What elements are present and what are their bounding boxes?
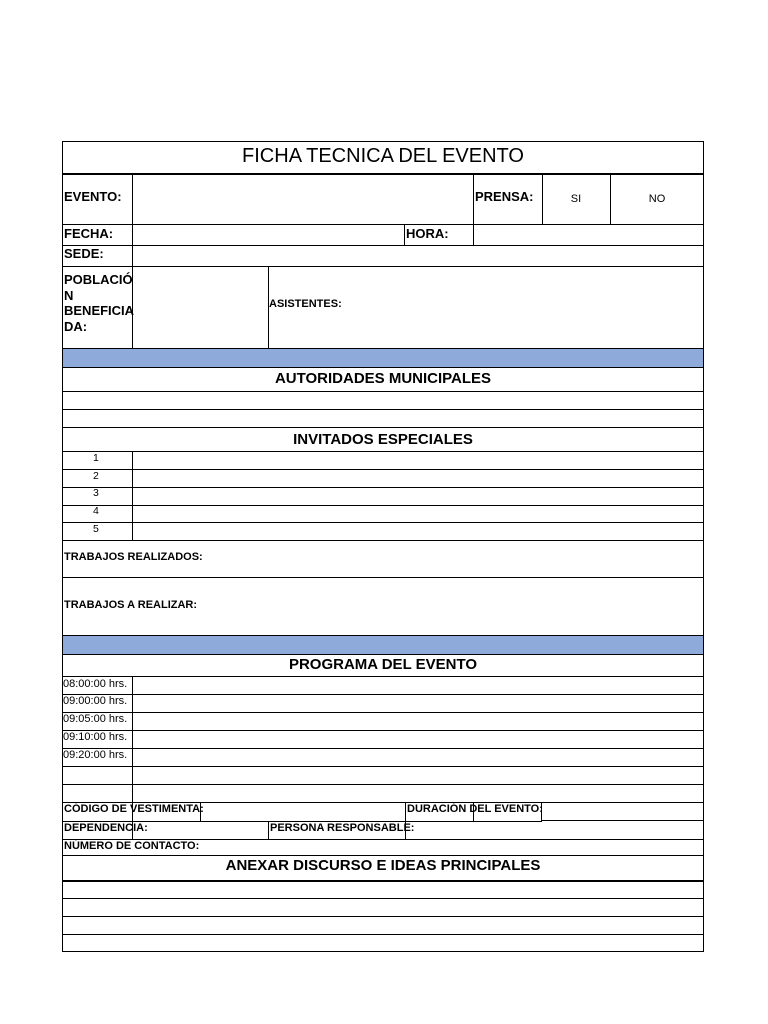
invitado-field[interactable] [132,452,704,469]
asistentes-field[interactable] [342,267,704,348]
autoridades-row[interactable] [63,392,703,409]
duracion-evento-label: DURACIÓN DEL EVENTO: [407,803,543,815]
invitado-field[interactable] [132,470,704,487]
invitado-number: 2 [93,470,99,482]
evento-field[interactable] [132,174,474,224]
duracion-evento-field[interactable] [541,802,704,821]
programa-time: 09:05:00 hrs. [63,713,128,725]
invitado-number: 1 [93,452,99,464]
programa-activity-field[interactable] [132,731,704,748]
trabajos-realizados-label: TRABAJOS REALIZADOS: [64,551,203,563]
section-band [63,349,703,367]
trabajos-a-realizar-label: TRABAJOS A REALIZAR: [64,599,198,611]
section-band [63,636,703,654]
codigo-vestimenta-field[interactable] [200,802,406,821]
invitado-field[interactable] [132,506,704,523]
sede-field[interactable] [132,246,704,266]
divider [62,577,704,578]
programa-activity-field[interactable] [132,785,704,802]
numero-contacto-label: NÚMERO DE CONTACTO: [64,840,200,852]
programa-activity-field[interactable] [132,767,704,784]
programa-time: 09:00:00 hrs. [63,695,128,707]
programa-activity-field[interactable] [132,695,704,712]
event-technical-form [62,141,704,952]
poblacion-label-line: BENEFICIA [64,303,135,318]
programa-activity-field[interactable] [132,749,704,766]
hora-field[interactable] [473,225,704,245]
programa-time-field[interactable] [63,767,132,784]
divider [132,802,133,821]
poblacion-field[interactable] [132,267,269,348]
invitados-heading: INVITADOS ESPECIALES [293,431,473,448]
form-title: FICHA TECNICA DEL EVENTO [242,145,524,167]
codigo-vestimenta-label: CÓDIGO DE VESTIMENTA: [64,803,204,815]
dependencia-label: DEPENDENCIA: [64,822,148,834]
divider [62,540,704,541]
fecha-label: FECHA: [64,226,114,241]
fecha-field[interactable] [132,225,405,245]
invitado-field[interactable] [132,523,704,540]
anexar-row[interactable] [63,935,703,951]
anexar-row[interactable] [63,899,703,916]
programa-activity-field[interactable] [132,677,704,694]
prensa-no-option[interactable]: NO [648,193,666,205]
anexar-row[interactable] [63,882,703,898]
invitado-number: 3 [93,487,99,499]
autoridades-row[interactable] [63,410,703,427]
persona-responsable-field[interactable] [405,821,704,839]
programa-time-field[interactable] [63,785,132,802]
numero-contacto-field[interactable] [202,840,704,855]
prensa-si-option[interactable]: SI [570,193,582,205]
programa-time: 09:10:00 hrs. [63,731,128,743]
asistentes-label: ASISTENTES: [269,298,342,310]
poblacion-label-line: POBLACIÓ [64,272,133,287]
invitado-number: 4 [93,505,99,517]
programa-activity-field[interactable] [132,713,704,730]
autoridades-heading: AUTORIDADES MUNICIPALES [274,370,492,387]
divider [473,802,474,821]
poblacion-label-line: DA: [64,318,88,334]
evento-label: EVENTO: [64,189,122,204]
sede-label: SEDE: [64,246,104,261]
poblacion-beneficiada-label [64,272,134,334]
programa-time: 09:20:00 hrs. [63,749,128,761]
poblacion-label-line: N [64,287,74,303]
anexar-row[interactable] [63,917,703,934]
programa-time: 08:00:00 hrs. [63,678,128,690]
persona-responsable-label: PERSONA RESPONSABLE: [270,822,415,834]
invitado-number: 5 [93,523,99,535]
dependencia-field[interactable] [132,821,269,839]
invitado-field[interactable] [132,488,704,505]
hora-label: HORA: [406,226,449,241]
prensa-label: PRENSA: [475,189,534,204]
anexar-heading: ANEXAR DISCURSO E IDEAS PRINCIPALES [225,857,541,874]
programa-heading: PROGRAMA DEL EVENTO [288,656,478,673]
